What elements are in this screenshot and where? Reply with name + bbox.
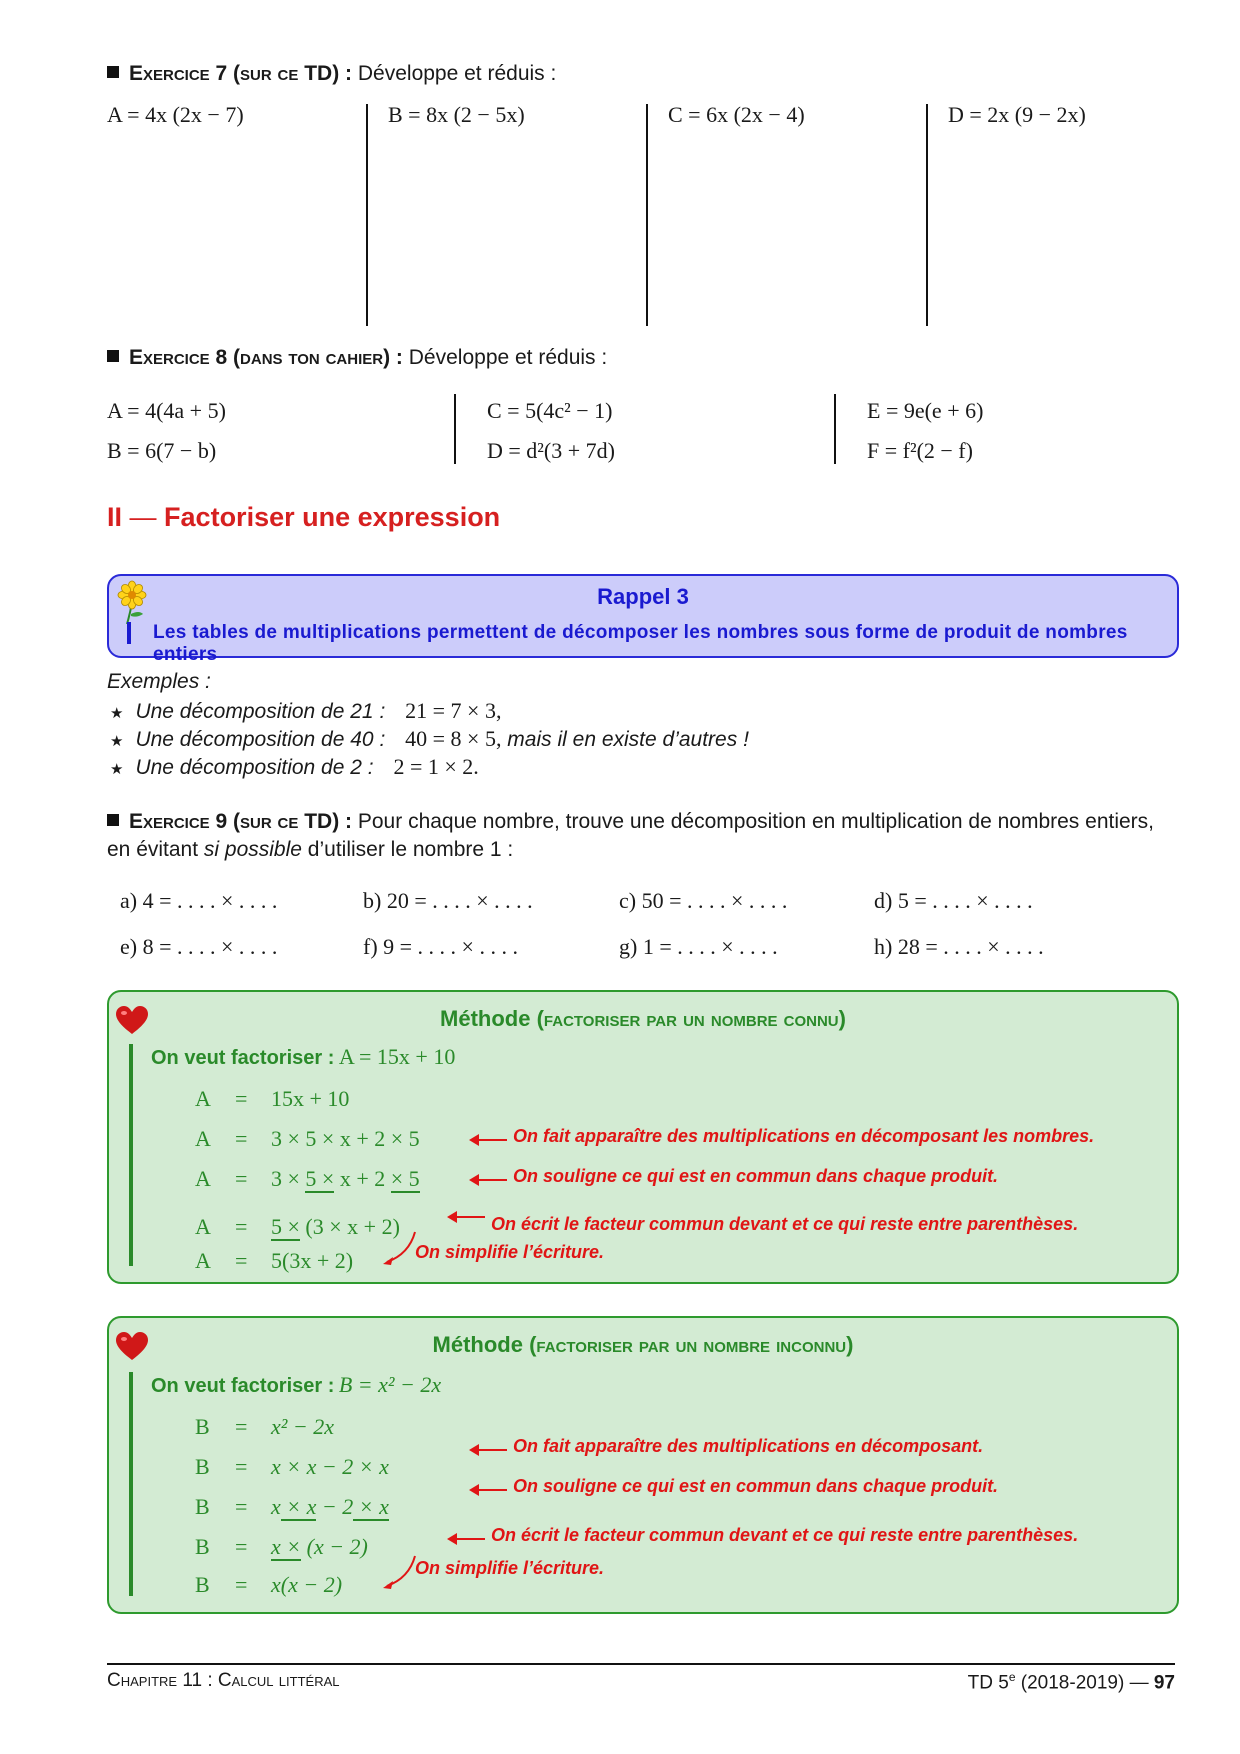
rappel-bar — [127, 622, 131, 644]
example-text: Une décomposition de 40 : — [135, 728, 386, 751]
methode1-eq: = — [235, 1248, 248, 1273]
arrow-left-icon — [471, 1449, 507, 1451]
ex8-item-f: F = f²(2 − f) — [867, 438, 973, 463]
ex9-item-c: c) 50 = . . . . × . . . . — [619, 888, 788, 913]
methode1-var: A — [195, 1214, 211, 1239]
methode2-eq: = — [235, 1454, 248, 1479]
methode2-step-4 — [271, 1534, 368, 1560]
methode2-step-1: x² − 2x — [271, 1414, 334, 1439]
footer-right — [968, 1670, 1175, 1694]
methode1-step-5: 5(3x + 2) — [271, 1248, 354, 1273]
ex9-item-h: h) 28 = . . . . × . . . . — [874, 934, 1044, 959]
arrow-left-icon — [471, 1489, 507, 1491]
example-text: Une décomposition de 2 : — [135, 756, 374, 779]
methode2-eq: = — [235, 1534, 248, 1559]
methode2-step-2: x × x − 2 × x — [271, 1454, 389, 1479]
methode1-var: A — [195, 1126, 211, 1151]
methode2-title-end: ) — [846, 1332, 854, 1357]
ex8-item-a: A = 4(4a + 5) — [107, 398, 226, 423]
ex7-instruction: Développe et réduis : — [357, 62, 557, 85]
methode1-goal — [151, 1044, 455, 1070]
methode1-step-3 — [271, 1166, 420, 1192]
step-part: 3 × — [271, 1166, 306, 1191]
step-underlined: × x — [280, 1494, 317, 1519]
methode1-eq: = — [235, 1166, 248, 1191]
section-dash: — — [129, 502, 157, 532]
step-underlined: x × — [271, 1534, 302, 1559]
footer-left: Chapitre 11 : Calcul littéral — [107, 1670, 340, 1691]
footer-right-part: (2018-2019) — — [1015, 1672, 1154, 1694]
ex8-instruction: Développe et réduis : — [408, 346, 608, 369]
methode2-title — [109, 1332, 1177, 1358]
methode2-bar — [129, 1372, 133, 1596]
footer-rule — [107, 1663, 1175, 1665]
examples-label: Exemples : — [107, 670, 211, 693]
methode2-var: B — [195, 1454, 210, 1479]
methode2-note-2: On souligne ce qui est en commun dans chaque produit. — [513, 1476, 999, 1496]
ex8-divider-2 — [834, 394, 836, 464]
ex9-item-b: b) 20 = . . . . × . . . . — [363, 888, 533, 913]
step-part: − 2 — [316, 1494, 354, 1519]
methode1-step-2: 3 × 5 × x + 2 × 5 — [271, 1126, 420, 1151]
methode2-note-4: On simplifie l’écriture. — [415, 1558, 605, 1578]
footer-right-part: TD 5 — [967, 1672, 1009, 1694]
example-item — [110, 698, 501, 724]
ex7-divider-1 — [366, 104, 368, 326]
ex8-item-e: E = 9e(e + 6) — [867, 398, 984, 423]
ex8-item-b: B = 6(7 − b) — [107, 438, 217, 463]
ex9-instruction-1: Pour chaque nombre, trouve une décomposition en multiplication de nombres entiers, — [357, 810, 1154, 833]
methode2-title-sc: factoriser par un nombre inconnu — [536, 1332, 847, 1357]
methode2-note-1: On fait apparaître des multiplications en décomposant. — [513, 1436, 984, 1456]
arrow-left-icon — [449, 1216, 485, 1218]
example-item — [110, 754, 479, 780]
ex9-item-a: a) 4 = . . . . × . . . . — [120, 888, 278, 913]
example-extra: mais il en existe d’autres ! — [507, 728, 749, 751]
footer-sup: e — [1008, 1670, 1016, 1684]
methode1-title-main: Méthode ( — [440, 1006, 544, 1031]
methode1-var: A — [195, 1248, 211, 1273]
example-math: 2 = 1 × 2. — [393, 754, 479, 779]
methode2-box — [107, 1316, 1179, 1614]
ex8-title: Exercice 8 (dans ton cahier) : — [129, 346, 403, 369]
ex7-header — [107, 62, 556, 86]
methode1-note-4: On simplifie l’écriture. — [415, 1242, 605, 1262]
methode2-title-main: Méthode ( — [432, 1332, 537, 1357]
ex7-item-b: B = 8x (2 − 5x) — [388, 102, 525, 127]
rappel-box — [107, 574, 1179, 665]
methode1-var: A — [195, 1086, 211, 1111]
ex7-item-a: A = 4x (2x − 7) — [107, 102, 244, 127]
arrow-left-icon — [449, 1538, 485, 1540]
methode1-bar — [129, 1044, 133, 1266]
ex9-item-e: e) 8 = . . . . × . . . . — [120, 934, 278, 959]
rappel-text: Les tables de multiplications permettent de décomposer les nombres sous forme de produit de nombres entiers — [153, 622, 1128, 665]
ex8-item-d: D = d²(3 + 7d) — [487, 438, 615, 463]
arrow-left-icon — [471, 1179, 507, 1181]
ex9-header — [107, 810, 1154, 834]
square-bullet-icon — [107, 814, 119, 826]
square-bullet-icon — [107, 66, 119, 78]
methode1-step-1: 15x + 10 — [271, 1086, 350, 1111]
square-bullet-icon — [107, 350, 119, 362]
example-item — [110, 726, 749, 752]
step-part: x — [271, 1494, 281, 1519]
methode1-goal-label: On veut factoriser : — [151, 1047, 335, 1069]
step-underlined: × 5 — [390, 1166, 420, 1191]
star-icon: ★ — [110, 705, 124, 722]
ex7-item-d: D = 2x (9 − 2x) — [948, 102, 1086, 127]
example-text: Une décomposition de 21 : — [135, 700, 386, 723]
methode2-step-3 — [271, 1494, 389, 1520]
star-icon: ★ — [110, 761, 124, 778]
methode1-eq: = — [235, 1126, 248, 1151]
ex9-title: Exercice 9 (sur ce TD) : — [129, 810, 353, 833]
methode2-var: B — [195, 1572, 210, 1597]
methode2-var: B — [195, 1534, 210, 1559]
methode1-goal-math: A = 15x + 10 — [338, 1044, 456, 1069]
methode1-title-sc: factoriser par un nombre connu — [543, 1006, 839, 1031]
methode1-eq: = — [235, 1214, 248, 1239]
ex9-item-g: g) 1 = . . . . × . . . . — [619, 934, 778, 959]
ex7-title: Exercice 7 (sur ce TD) : — [129, 62, 353, 85]
methode2-eq: = — [235, 1414, 248, 1439]
methode2-eq: = — [235, 1572, 248, 1597]
ex9-item-d: d) 5 = . . . . × . . . . — [874, 888, 1033, 913]
ex8-header — [107, 346, 607, 370]
ex7-divider-3 — [926, 104, 928, 326]
ex9-item-f: f) 9 = . . . . × . . . . — [363, 934, 518, 959]
methode1-note-3: On écrit le facteur commun devant et ce qui reste entre parenthèses. — [491, 1214, 1079, 1234]
methode2-step-5: x(x − 2) — [271, 1572, 343, 1597]
rappel-title: Rappel 3 — [597, 584, 689, 609]
page-number: 97 — [1153, 1672, 1175, 1694]
arrow-left-icon — [471, 1139, 507, 1141]
step-part: (x − 2) — [301, 1534, 368, 1559]
ex7-divider-2 — [646, 104, 648, 326]
methode1-note-1: On fait apparaître des multiplications en décomposant les nombres. — [513, 1126, 1095, 1146]
step-part: (3 × x + 2) — [299, 1214, 400, 1239]
methode1-title-end: ) — [838, 1006, 846, 1031]
methode2-var: B — [195, 1494, 210, 1519]
step-part: x + 2 — [334, 1166, 391, 1191]
methode1-title — [109, 1006, 1177, 1032]
step-underlined: 5 × — [271, 1214, 300, 1239]
section-number: II — [107, 502, 123, 532]
step-underlined: × x — [353, 1494, 389, 1519]
ex9-instruction-2 — [107, 838, 513, 862]
ex8-item-c: C = 5(4c² − 1) — [487, 398, 613, 423]
section-title — [107, 502, 500, 533]
ex8-divider-1 — [454, 394, 456, 464]
methode1-note-2: On souligne ce qui est en commun dans chaque produit. — [513, 1166, 999, 1186]
ex9-instr-part: en évitant — [107, 838, 204, 861]
example-math: 21 = 7 × 3, — [405, 698, 502, 723]
step-underlined: 5 × — [305, 1166, 335, 1191]
methode2-goal-math: B = x² − 2x — [338, 1372, 442, 1397]
methode2-goal — [151, 1372, 441, 1398]
methode1-var: A — [195, 1166, 211, 1191]
ex9-instr-part: d’utiliser le nombre 1 : — [301, 838, 514, 861]
methode2-note-3: On écrit le facteur commun devant et ce qui reste entre parenthèses. — [491, 1525, 1079, 1545]
methode2-eq: = — [235, 1494, 248, 1519]
star-icon: ★ — [110, 733, 124, 750]
ex7-item-c: C = 6x (2x − 4) — [668, 102, 805, 127]
example-math: 40 = 8 × 5, — [405, 726, 502, 751]
methode1-box — [107, 990, 1179, 1284]
section-label: Factoriser une expression — [164, 502, 501, 532]
methode2-var: B — [195, 1414, 210, 1439]
ex9-instr-italic: si possible — [203, 838, 302, 861]
methode2-goal-label: On veut factoriser : — [151, 1375, 335, 1397]
methode1-eq: = — [235, 1086, 248, 1111]
